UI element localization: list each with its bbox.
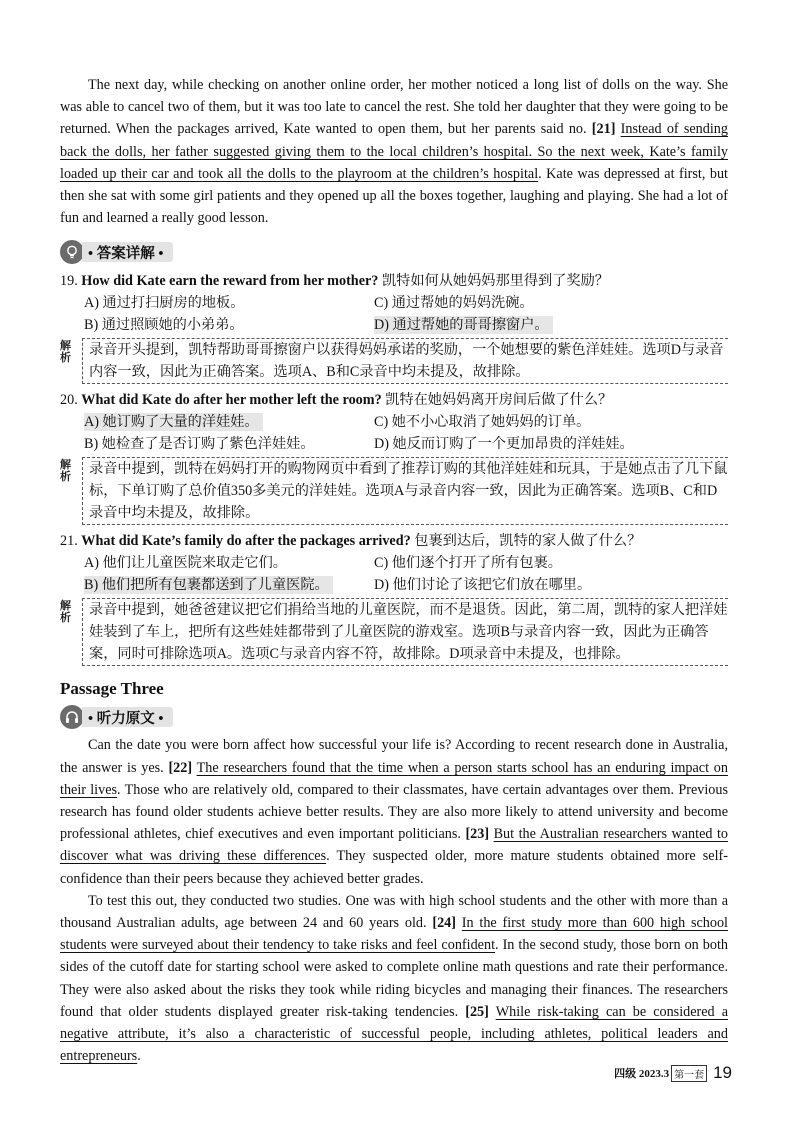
set-badge: 第一套 [671,1065,707,1082]
option-d: D) 她反而订购了一个更加昂贵的洋娃娃。 [374,436,634,453]
page-footer [614,1063,732,1083]
question-cn: 凯特在她妈妈离开房间后做了什么？ [385,392,613,409]
text: The next day, while checking on another online order, her mother noticed a long list of dolls on the way. She was able to cancel two of them, but it was too late to cancel the rest. She told her daughter that they were going to be returned. When the packages arrived, Kate wanted to open them, but her parents said no. [60,77,728,138]
option-c: C) 通过帮她的妈妈洗碗。 [374,295,534,312]
option-c: C) 他们逐个打开了所有包裹。 [374,555,562,572]
analysis-label: 解析 [60,600,71,625]
option-b: B) 通过照顾她的小弟弟。 [84,317,244,334]
key-sentence: In the first study more than 600 high school students were surveyed about their tendency to take risks and feel confident [60,915,729,954]
question-tag: [22] [168,759,193,776]
key-sentence: While risk-taking can be considered a negative attribute, it’s also a characteristic of successful people, including athletes, political leaders and entrepreneurs [60,1003,729,1065]
section-title: • 听力原文 • [82,707,173,727]
page-content [60,74,728,1067]
question-number: 21. [60,533,78,550]
question-cn: 包裹到达后，凯特的家人做了什么？ [414,533,642,550]
analysis-box [60,598,728,666]
question-tag: [23] [465,826,490,843]
question-tag: [24] [432,915,456,932]
key-sentence: Instead of sending back the dolls, her father suggested giving them to the local children’s hospital. So the next week, Kate’s family loaded up their car and took all the dolls to the playroom at the children’s hospital [60,121,728,182]
analysis-text: 录音开头提到，凯特帮助哥哥擦窗户以获得妈妈承诺的奖励，一个她想要的紫色洋娃娃。选项D与录音内容一致，因此为正确答案。选项A、B和C录音中均未提及，故排除。 [82,338,728,384]
analysis-label: 解析 [60,340,71,365]
analysis-label: 解析 [60,459,71,484]
passage-title: Passage Three [60,679,164,699]
key-sentence: But the Australian researchers wanted to discover what was driving these differences [60,826,728,865]
key-sentence: The researchers found that the time when a person starts school has an enduring impact on their lives [60,759,728,798]
section-title: • 答案详解 • [82,242,173,262]
option-a: A) 他们让儿童医院来取走它们。 [84,555,287,572]
question-20 [60,389,728,525]
option-d: D) 他们讨论了该把它们放在哪里。 [374,577,592,594]
question-tag: [25] [465,1003,489,1020]
page-number: 19 [713,1063,732,1082]
text: . Kate was depressed at first, but then she sat with some girl patients and they opened up all the boxes together, laughing and playing. She had a lot of fun and learned a really good lesson. [60,165,728,227]
option-a-correct: A) 她订购了大量的洋娃娃。 [84,411,374,433]
passage-three-paragraph-1: Can the date you were born affect how successful your life is? According to recent research done in Australia, the answer is yes. [22] The researchers found that the time when a person starts school has an enduring impact on their lives. Those who are relatively old, compared to their classmates, have certain advantages over them. Previous research has found older students achieve better results. They are also more likely to attend university and become professional athletes, chief executives and even important politicians. [23] But the Australian researchers wanted to discover what was driving these differences. They suspected older, more mature students obtained more self-confidence than their peers because they achieved better grades. [60,737,729,887]
exam-level: 四级 2023.3 [614,1068,670,1080]
option-a: A) 通过打扫厨房的地板。 [84,295,245,312]
transcript-section-header [60,704,728,730]
headphones-icon [60,705,84,729]
option-b: B) 她检查了是否订购了紫色洋娃娃。 [84,436,315,453]
question-number: 20. [60,392,78,409]
option-d-correct: D) 通过帮她的哥哥擦窗户。 [374,314,704,336]
question-number: 19. [60,273,78,290]
option-c: C) 她不小心取消了她妈妈的订单。 [374,414,591,431]
analysis-box [60,457,728,525]
question-19 [60,270,728,384]
question-en: What did Kate’s family do after the packages arrived? [81,533,411,550]
question-tag: [21] [591,121,616,138]
analysis-text: 录音中提到，凯特在妈妈打开的购物网页中看到了推荐订购的其他洋娃娃和玩具，于是她点击了几下鼠标，下单订购了总价值350多美元的洋娃娃。选项A与录音内容一致，因此为正确答案。选项B、C和D录音中均未提及，故排除。 [82,457,728,525]
passage-three-paragraph-2: To test this out, they conducted two studies. One was with high school students and the other with more than a thousand Australian adults, age between 24 and 60 years old. [24] In the first study more than 600 high school students were surveyed about their tendency to take risks and feel confident. In the second study, those born on both sides of the cutoff date for starting school were asked to complete online math questions and rate their performance. They were also asked about the risks they took while riding bicycles and managing their finances. The researchers found that older students displayed greater risk-taking tendencies. [25] While risk-taking can be considered a negative attribute, it’s also a characteristic of successful people, including athletes, political leaders and entrepreneurs. [60,892,729,1065]
analysis-box [60,338,728,384]
passage-two-paragraph [60,74,728,229]
option-b-correct: B) 他们把所有包裹都送到了儿童医院。 [84,574,374,596]
question-21 [60,530,728,666]
question-en: What did Kate do after her mother left the room? [81,392,382,409]
answer-section-header [60,239,728,265]
lightbulb-icon [60,240,84,264]
analysis-text: 录音中提到，她爸爸建议把它们捐给当地的儿童医院，而不是退货。因此，第二周，凯特的家人把洋娃娃装到了车上，把所有这些娃娃都带到了儿童医院的游戏室。选项B与录音内容一致，因此为正确答案，同时可排除选项A。选项C与录音内容不符，故排除。D项录音中未提及，也排除。 [82,598,728,666]
question-cn: 凯特如何从她妈妈那里得到了奖励？ [381,273,609,290]
question-en: How did Kate earn the reward from her mother? [81,273,379,290]
